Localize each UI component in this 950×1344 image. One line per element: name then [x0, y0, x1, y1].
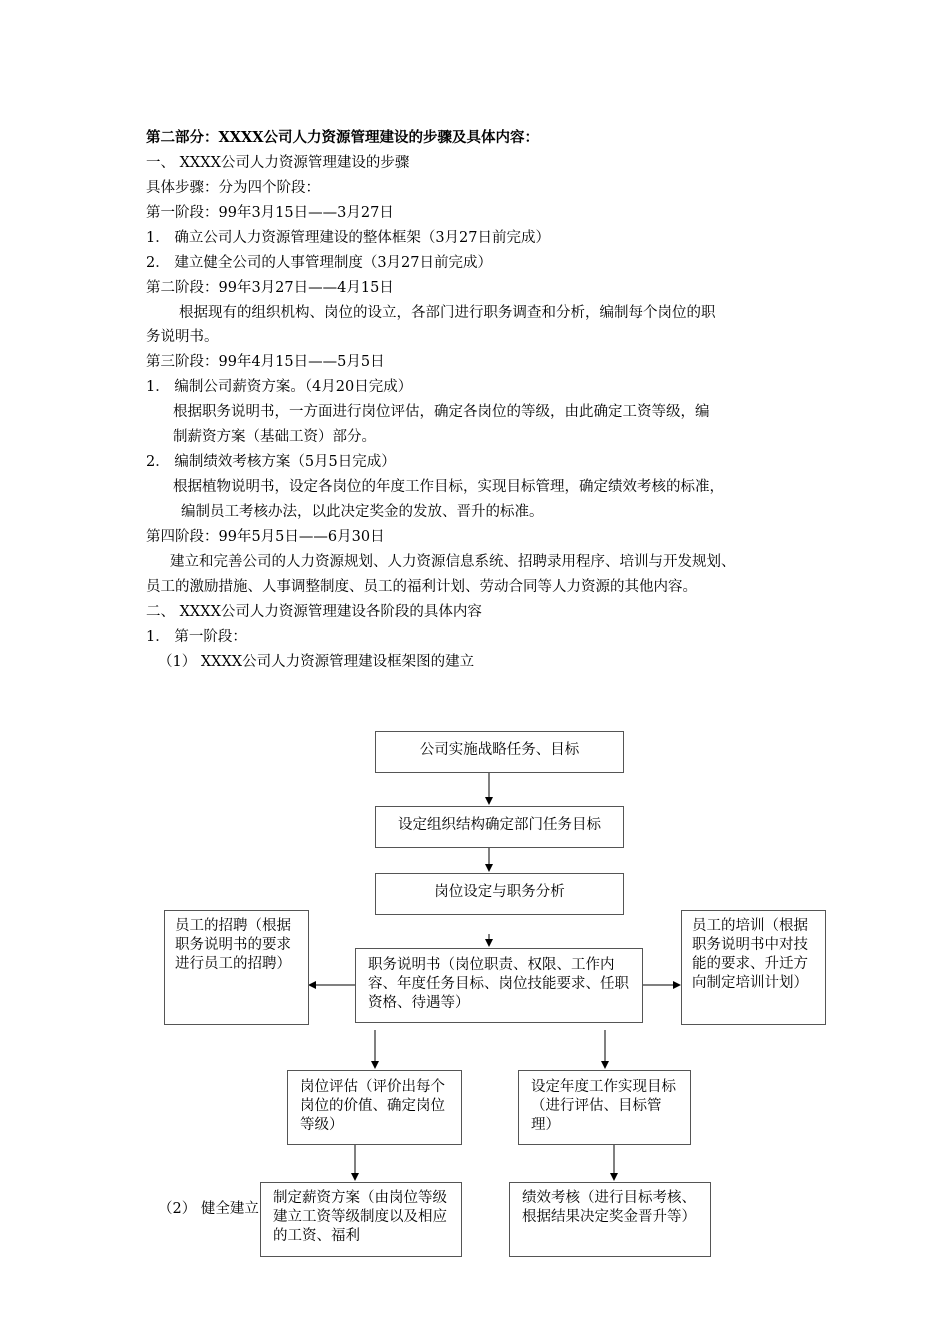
- stage-three-item-1-text-1: 根据职务说明书，一方面进行岗位评估，确定各岗位的等级，由此确定工资等级，编: [173, 404, 710, 420]
- box-recruit-text: 员工的招聘（根据职务说明书的要求进行员工的招聘）: [175, 918, 291, 972]
- box-recruit: [164, 910, 309, 1025]
- stage-one-item-2: 2． 建立健全公司的人事管理制度（3月27日前完成）: [146, 255, 493, 271]
- item-framework-chart: （1） XXXX公司人力资源管理建设框架图的建立: [158, 654, 475, 670]
- box-org-structure-text: 设定组织结构确定部门任务目标: [398, 817, 601, 833]
- box-performance-text: 绩效考核（进行目标考核、根据结果决定奖金晋升等）: [522, 1190, 696, 1225]
- stage-one-heading: 第一阶段：99年3月15日——3月27日: [146, 205, 394, 221]
- stage-three-item-2-text-1: 根据植物说明书，设定各岗位的年度工作目标，实现目标管理，确定绩效考核的标准，: [173, 479, 724, 495]
- box-evaluation: [287, 1070, 462, 1145]
- section-two-heading: 二、 XXXX公司人力资源管理建设各阶段的具体内容: [146, 604, 482, 620]
- box-annual-goal: [518, 1070, 691, 1145]
- section-one-heading: 一、 XXXX公司人力资源管理建设的步骤: [146, 155, 410, 171]
- box-position-setting-text: 岗位设定与职务分析: [434, 884, 565, 900]
- box-job-description-text: 职务说明书（岗位职责、权限、工作内容、年度任务目标、岗位技能要求、任职资格、待遇等）: [368, 957, 629, 1011]
- stage-three-item-2-text-2: 编制员工考核办法，以此决定奖金的发放、晋升的标准。: [181, 504, 544, 520]
- stage-three-item-2: 2． 编制绩效考核方案（5月5日完成）: [146, 454, 396, 470]
- stage-four-text-2: 员工的激励措施、人事调整制度、员工的福利计划、劳动合同等人力资源的其他内容。: [146, 579, 697, 595]
- stage-three-item-1-text-2: 制薪资方案（基础工资）部分。: [173, 429, 376, 445]
- part-two-title: 第二部分：XXXX公司人力资源管理建设的步骤及具体内容：: [146, 129, 539, 146]
- box-position-setting: [375, 873, 624, 915]
- stage-two-text-1: 根据现有的组织机构、岗位的设立，各部门进行职务调查和分析，编制每个岗位的职: [179, 305, 716, 321]
- box-annual-goal-text: 设定年度工作实现目标（进行评估、目标管理）: [531, 1079, 676, 1133]
- item-establish: （2） 健全建立: [158, 1201, 259, 1217]
- box-training: [681, 910, 826, 1025]
- box-strategy-text: 公司实施战略任务、目标: [419, 742, 580, 758]
- stage-three-item-1: 1． 编制公司薪资方案。（4月20日完成）: [146, 379, 413, 395]
- subsection-stage-one: 1． 第一阶段：: [146, 629, 247, 645]
- stage-two-heading: 第二阶段：99年3月27日——4月15日: [146, 280, 394, 296]
- stage-four-heading: 第四阶段：99年5月5日——6月30日: [146, 529, 385, 545]
- box-strategy: [375, 731, 624, 773]
- box-salary-plan: [260, 1182, 462, 1257]
- box-job-description: [355, 948, 643, 1023]
- stage-four-text-1: 建立和完善公司的人力资源规划、人力资源信息系统、招聘录用程序、培训与开发规划、: [170, 554, 736, 570]
- box-salary-plan-text: 制定薪资方案（由岗位等级建立工资等级制度以及相应的工资、福利: [273, 1190, 447, 1244]
- box-training-text: 员工的培训（根据职务说明书中对技能的要求、升迁方向制定培训计划）: [692, 918, 808, 991]
- stage-one-item-1: 1． 确立公司人力资源管理建设的整体框架（3月27日前完成）: [146, 230, 551, 246]
- stage-two-text-2: 务说明书。: [146, 329, 219, 345]
- box-evaluation-text: 岗位评估（评价出每个岗位的价值、确定岗位等级）: [300, 1079, 445, 1133]
- box-performance: [509, 1182, 711, 1257]
- box-org-structure: [375, 806, 624, 848]
- steps-intro: 具体步骤：分为四个阶段：: [146, 180, 320, 196]
- stage-three-heading: 第三阶段：99年4月15日——5月5日: [146, 354, 385, 370]
